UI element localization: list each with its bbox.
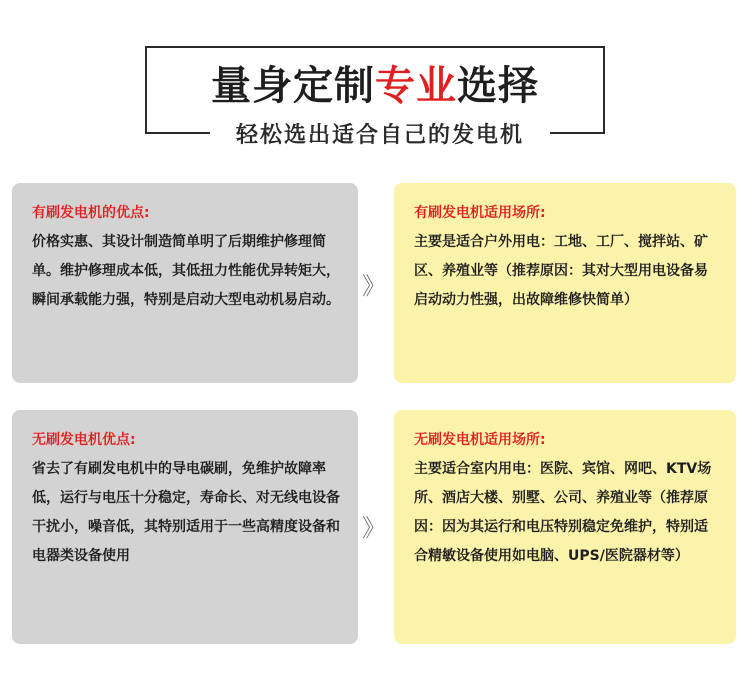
brushless-applications-card [394,410,736,644]
brushless-advantages-heading: 无刷发电机优点: [32,432,136,448]
brushless-advantages-card [12,410,358,644]
brushed-advantages-card [12,183,358,383]
brushless-applications-heading: 无刷发电机适用场所: [414,432,546,448]
brushed-advantages-text: 价格实惠、其设计制造简单明了后期维护修理简单。维护修理成本低，其低扭力性能优异转矩大，瞬间承载能力强，特别是启动大型电动机易启动。 [32,234,340,308]
arrow-icon: 》 [362,272,378,300]
title-suffix: 选择 [457,63,539,109]
arrow-icon: 》 [362,514,378,542]
brushed-applications-heading: 有刷发电机适用场所: [414,205,546,221]
brushed-applications-text: 主要是适合户外用电：工地、工厂、搅拌站、矿区、养殖业等（推荐原因：其对大型用电设备易启动动力性强，出故障维修快简单） [414,234,708,308]
brushless-advantages-text: 省去了有刷发电机中的导电碳刷，免维护故障率低，运行与电压十分稳定，寿命长、对无线电设备干扰小，噪音低，其特别适用于一些高精度设备和电器类设备使用 [32,461,340,564]
brushless-applications-text: 主要适合室内用电：医院、宾馆、网吧、KTV场所、酒店大楼、别墅、公司、养殖业等（推荐原因：因为其运行和电压特别稳定免维护，特别适合精敏设备使用如电脑、UPS/医院器材等） [414,461,712,564]
frame-bottom-left-rule [145,132,211,134]
brushed-advantages-heading: 有刷发电机的优点: [32,205,150,221]
brushed-applications-card [394,183,736,383]
frame-bottom-right-rule [545,132,605,134]
title-prefix: 量身定制 [211,63,375,109]
page-subtitle: 轻松选出适合自己的发电机 [210,118,550,149]
page-title [145,54,605,111]
title-highlight: 专业 [375,63,457,109]
